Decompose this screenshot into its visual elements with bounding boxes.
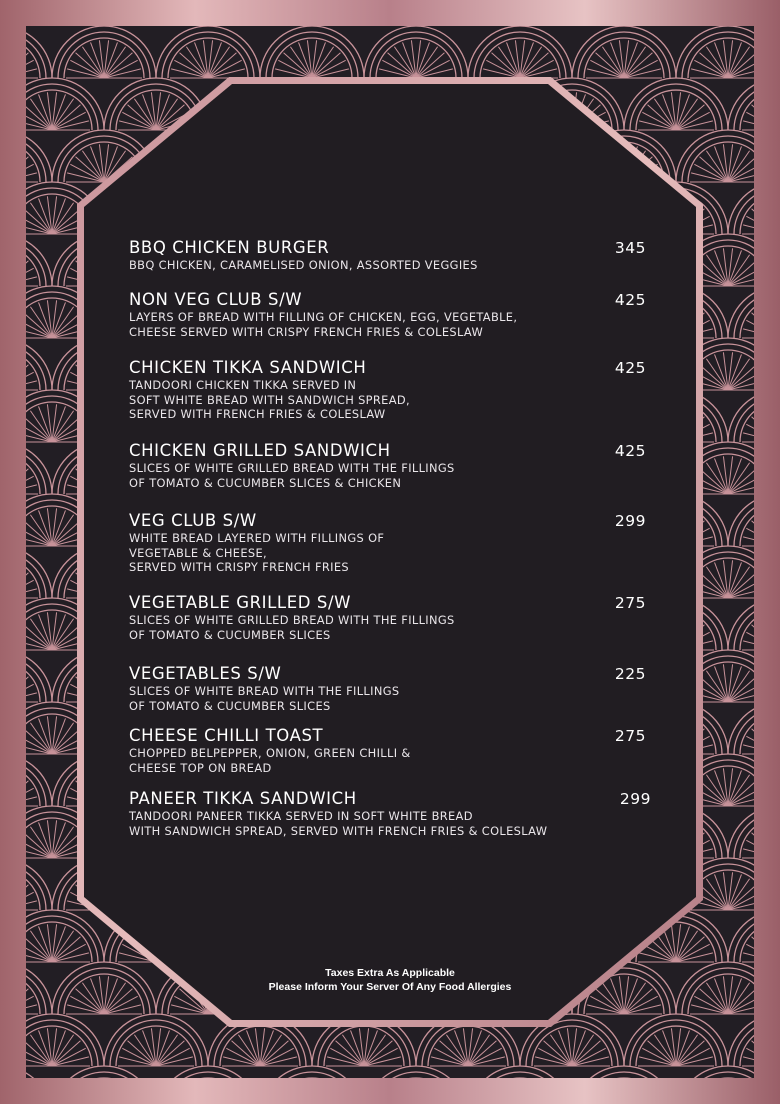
item-description xyxy=(129,310,649,339)
item-description xyxy=(129,746,649,775)
item-price: 345 xyxy=(614,239,646,257)
item-description-line: SOFT WHITE BREAD WITH SANDWICH SPREAD, xyxy=(129,392,410,407)
item-name: BBQ CHICKEN BURGER xyxy=(129,238,330,257)
menu-item xyxy=(129,511,649,575)
item-description xyxy=(129,613,649,642)
item-description-line: CHEESE SERVED WITH CRISPY FRENCH FRIES & COLESLAW xyxy=(129,324,484,339)
item-description xyxy=(129,531,649,575)
item-description-line: CHOPPED BELPEPPER, ONION, GREEN CHILLI & xyxy=(129,746,411,760)
menu-item xyxy=(129,664,649,713)
item-description xyxy=(129,461,649,490)
item-description-line: CHEESE TOP ON BREAD xyxy=(129,760,272,775)
menu-item xyxy=(129,358,649,422)
item-description-line: OF TOMATO & CUCUMBER SLICES xyxy=(129,698,331,713)
item-description-line: BBQ CHICKEN, CARAMELISED ONION, ASSORTED VEGGIES xyxy=(129,258,478,272)
item-price: 299 xyxy=(619,790,651,808)
item-name: CHICKEN TIKKA SANDWICH xyxy=(129,358,367,377)
item-price: 425 xyxy=(614,442,646,460)
menu-item xyxy=(129,726,649,775)
item-price: 425 xyxy=(614,291,646,309)
item-description-line: TANDOORI PANEER TIKKA SERVED IN SOFT WHITE BREAD xyxy=(129,809,473,823)
item-price: 425 xyxy=(614,359,646,377)
item-description-line: LAYERS OF BREAD WITH FILLING OF CHICKEN, EGG, VEGETABLE, xyxy=(129,310,518,324)
item-price: 299 xyxy=(614,512,646,530)
item-name: CHICKEN GRILLED SANDWICH xyxy=(129,441,391,460)
item-price: 275 xyxy=(614,727,646,745)
item-description xyxy=(129,258,649,273)
item-description-line: OF TOMATO & CUCUMBER SLICES & CHICKEN xyxy=(129,475,402,490)
item-description xyxy=(129,378,649,422)
item-description-line: SLICES OF WHITE GRILLED BREAD WITH THE FILLINGS xyxy=(129,461,455,475)
menu-item xyxy=(129,238,649,273)
item-price: 275 xyxy=(614,594,646,612)
item-name: VEG CLUB S/W xyxy=(129,511,257,530)
item-description-line: SERVED WITH FRENCH FRIES & COLESLAW xyxy=(129,407,386,421)
menu-item xyxy=(129,789,649,838)
item-name: VEGETABLES S/W xyxy=(129,664,282,683)
item-description-line: VEGETABLE & CHEESE, xyxy=(129,545,267,560)
footer-taxes: Taxes Extra As Applicable xyxy=(325,967,455,979)
menu-item xyxy=(129,593,649,642)
item-description-line: OF TOMATO & CUCUMBER SLICES xyxy=(129,627,331,642)
item-description-line: TANDOORI CHICKEN TIKKA SERVED IN xyxy=(129,378,357,392)
item-description-line: WITH SANDWICH SPREAD, SERVED WITH FRENCH FRIES & COLESLAW xyxy=(129,823,548,838)
item-description-line: SLICES OF WHITE BREAD WITH THE FILLINGS xyxy=(129,684,400,698)
item-name: VEGETABLE GRILLED S/W xyxy=(129,593,352,612)
item-description-line: SERVED WITH CRISPY FRENCH FRIES xyxy=(129,560,349,574)
item-name: NON VEG CLUB S/W xyxy=(129,290,303,309)
item-description xyxy=(129,809,649,838)
footer-allergies: Please Inform Your Server Of Any Food Allergies xyxy=(268,981,512,993)
item-price: 225 xyxy=(614,665,646,683)
item-name: CHEESE CHILLI TOAST xyxy=(129,726,324,745)
menu-item xyxy=(129,290,649,339)
item-name: PANEER TIKKA SANDWICH xyxy=(129,789,357,808)
item-description-line: SLICES OF WHITE GRILLED BREAD WITH THE FILLINGS xyxy=(129,613,455,627)
item-description xyxy=(129,684,649,713)
item-description-line: WHITE BREAD LAYERED WITH FILLINGS OF xyxy=(129,531,385,545)
menu-item xyxy=(129,441,649,490)
